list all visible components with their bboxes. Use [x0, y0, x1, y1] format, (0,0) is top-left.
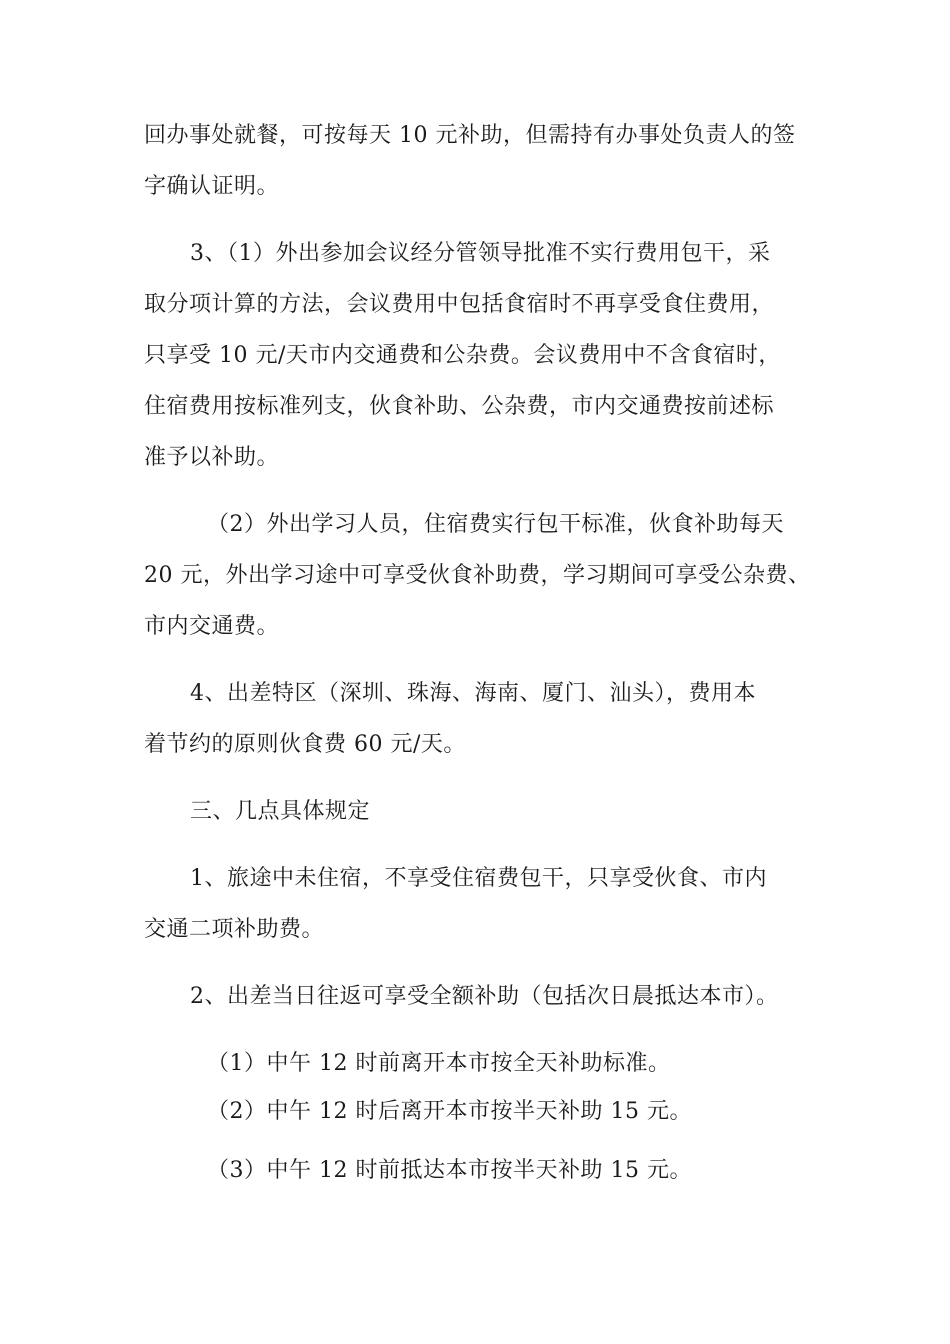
text-line: 只享受 10 元/天市内交通费和公杂费。会议费用中不含食宿时， — [144, 343, 781, 368]
text-line: 3、（1）外出参加会议经分管领导批准不实行费用包干，采 — [190, 241, 771, 266]
text-line: 准予以补助。 — [144, 445, 280, 470]
text-line: 住宿费用按标准列支，伙食补助、公杂费，市内交通费按前述标 — [144, 394, 775, 419]
text-line: 1、旅途中未住宿，不享受住宿费包干，只享受伙食、市内 — [190, 866, 767, 891]
text-line: 回办事处就餐，可按每天 10 元补助，但需持有办事处负责人的签 — [144, 123, 796, 148]
text-line: （3）中午 12 时前抵达本市按半天补助 15 元。 — [207, 1158, 692, 1183]
text-line: 字确认证明。 — [144, 174, 280, 199]
text-line: 取分项计算的方法，会议费用中包括食宿时不再享受食住费用， — [144, 292, 775, 317]
text-line: 2、出差当日往返可享受全额补助（包括次日晨抵达本市）。 — [190, 984, 779, 1009]
section-heading: 三、几点具体规定 — [190, 799, 371, 824]
text-line: 市内交通费。 — [144, 614, 280, 639]
text-line: （2）外出学习人员，住宿费实行包干标准，伙食补助每天 — [207, 512, 784, 537]
text-line: （1）中午 12 时前离开本市按全天补助标准。 — [207, 1051, 671, 1076]
text-line: 交通二项补助费。 — [144, 917, 325, 942]
text-line: 20 元，外出学习途中可享受伙食补助费，学习期间可享受公杂费、 — [144, 563, 811, 588]
text-line: 4、出差特区（深圳、珠海、海南、厦门、汕头），费用本 — [190, 681, 756, 706]
text-line: （2）中午 12 时后离开本市按半天补助 15 元。 — [207, 1099, 692, 1124]
text-line: 着节约的原则伙食费 60 元/天。 — [144, 732, 466, 757]
